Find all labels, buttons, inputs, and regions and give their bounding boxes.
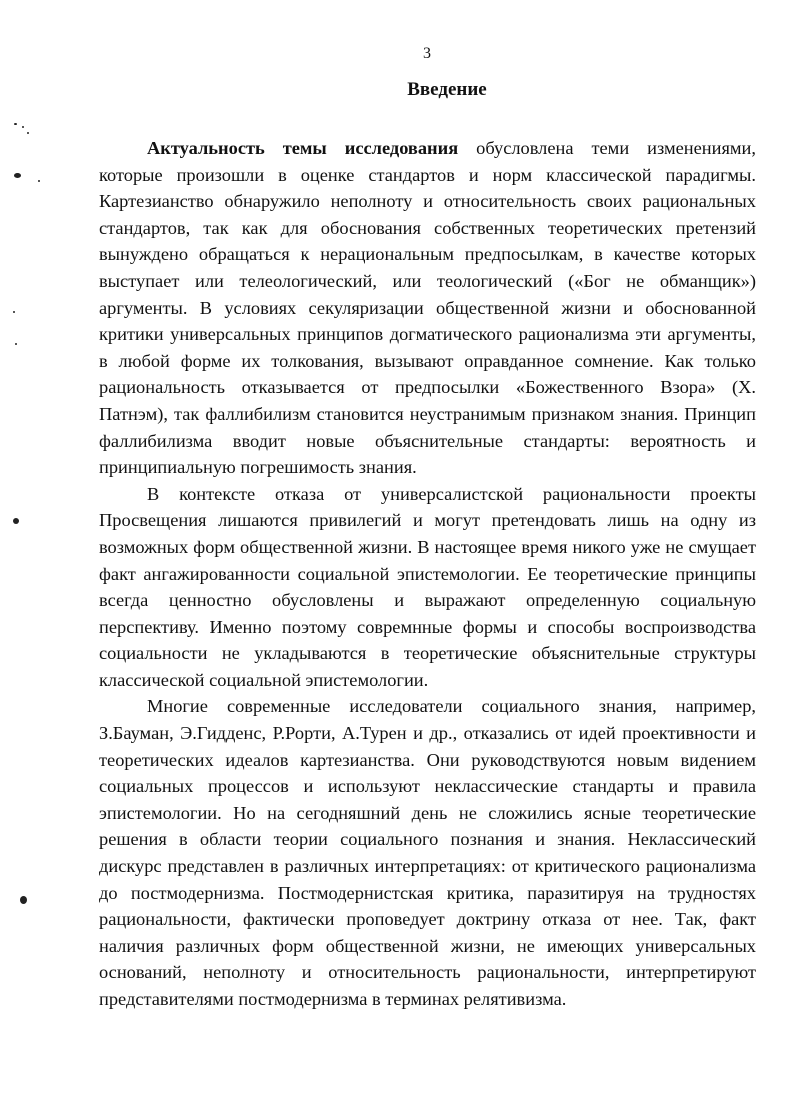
paragraph-lead: Актуальность темы исследования bbox=[147, 138, 459, 158]
scan-speck bbox=[38, 180, 40, 182]
paragraph-text: Многие современные исследователи социального знания, например, З.Бауман, Э.Гидденс, Р.Рорти, А.Турен и др., отказались от идей проективности и теоретических идеалов картезианства. Они руководствуются новым видением социальных процессов и используют неклассические стандарты и правила эпистемологии. Но на сегодняшний день не сложились ясные теоретические решения в области теории социального познания и знания. Неклассический дискурс представлен в различных интерпретациях: от критического рационализма до постмодернизма. Постмодернистская критика, паразитируя на трудностях рациональности, фактически проповедует доктрину отказа от нее. Так, факт наличия различных форм общественной жизни, не имеющих универсальных оснований, неполноту и относительность рациональности, интерпретируют представителями постмодернизма в терминах релятивизма. bbox=[99, 696, 756, 1009]
scan-speck bbox=[15, 343, 17, 345]
page-number: 3 bbox=[423, 45, 431, 62]
scan-speck bbox=[20, 896, 27, 904]
body-text bbox=[99, 135, 756, 1013]
paragraph-researchers bbox=[99, 693, 756, 1012]
paragraph-enlightenment bbox=[99, 481, 756, 694]
scan-speck bbox=[14, 173, 21, 178]
paragraph-text: В контексте отказа от универсалистской рациональности проекты Просвещения лишаются привилегий и могут претендовать лишь на одну из возможных форм общественной жизни. В настоящее время никого уже не смущает факт ангажированности социальной эпистемологии. Ее теоретические принципы всегда ценностно обусловлены и выражают определенную социальную перспективу. Именно поэтому совремнные формы и способы воспроизводства социальности не укладываются в теоретические объяснительные структуры классической социальной эпистемологии. bbox=[99, 483, 756, 690]
scan-speck bbox=[13, 311, 15, 313]
paragraph-relevance bbox=[99, 135, 756, 481]
section-heading: Введение bbox=[407, 79, 487, 100]
paragraph-text: обусловлена теми изменениями, которые произошли в оценке стандартов и норм классической парадигмы. Картезианство обнаружило неполноту и относительность своих рациональных стандартов, так как для обоснования собственных теоретических претензий вынуждено обращаться к нерациональным предпосылкам, в качестве которых выступает или телеологический, или теологический («Бог не обманщик») аргументы. В условиях секуляризации общественной жизни и обоснованной критики универсальных принципов догматического рационализма эти аргументы, в любой форме их толкования, вызывают оправданное сомнение. Как только рациональность отказывается от предпосылки «Божественного Взора» (Х. Патнэм), так фаллибилизм становится неустранимым признаком знания. Принцип фаллибилизма вводит новые объяснительные стандарты: вероятность и принципиальную погрешимость знания. bbox=[99, 138, 756, 478]
scan-speck bbox=[22, 126, 24, 128]
scan-speck bbox=[14, 123, 17, 125]
scan-speck bbox=[13, 518, 19, 524]
scan-speck bbox=[27, 132, 29, 134]
